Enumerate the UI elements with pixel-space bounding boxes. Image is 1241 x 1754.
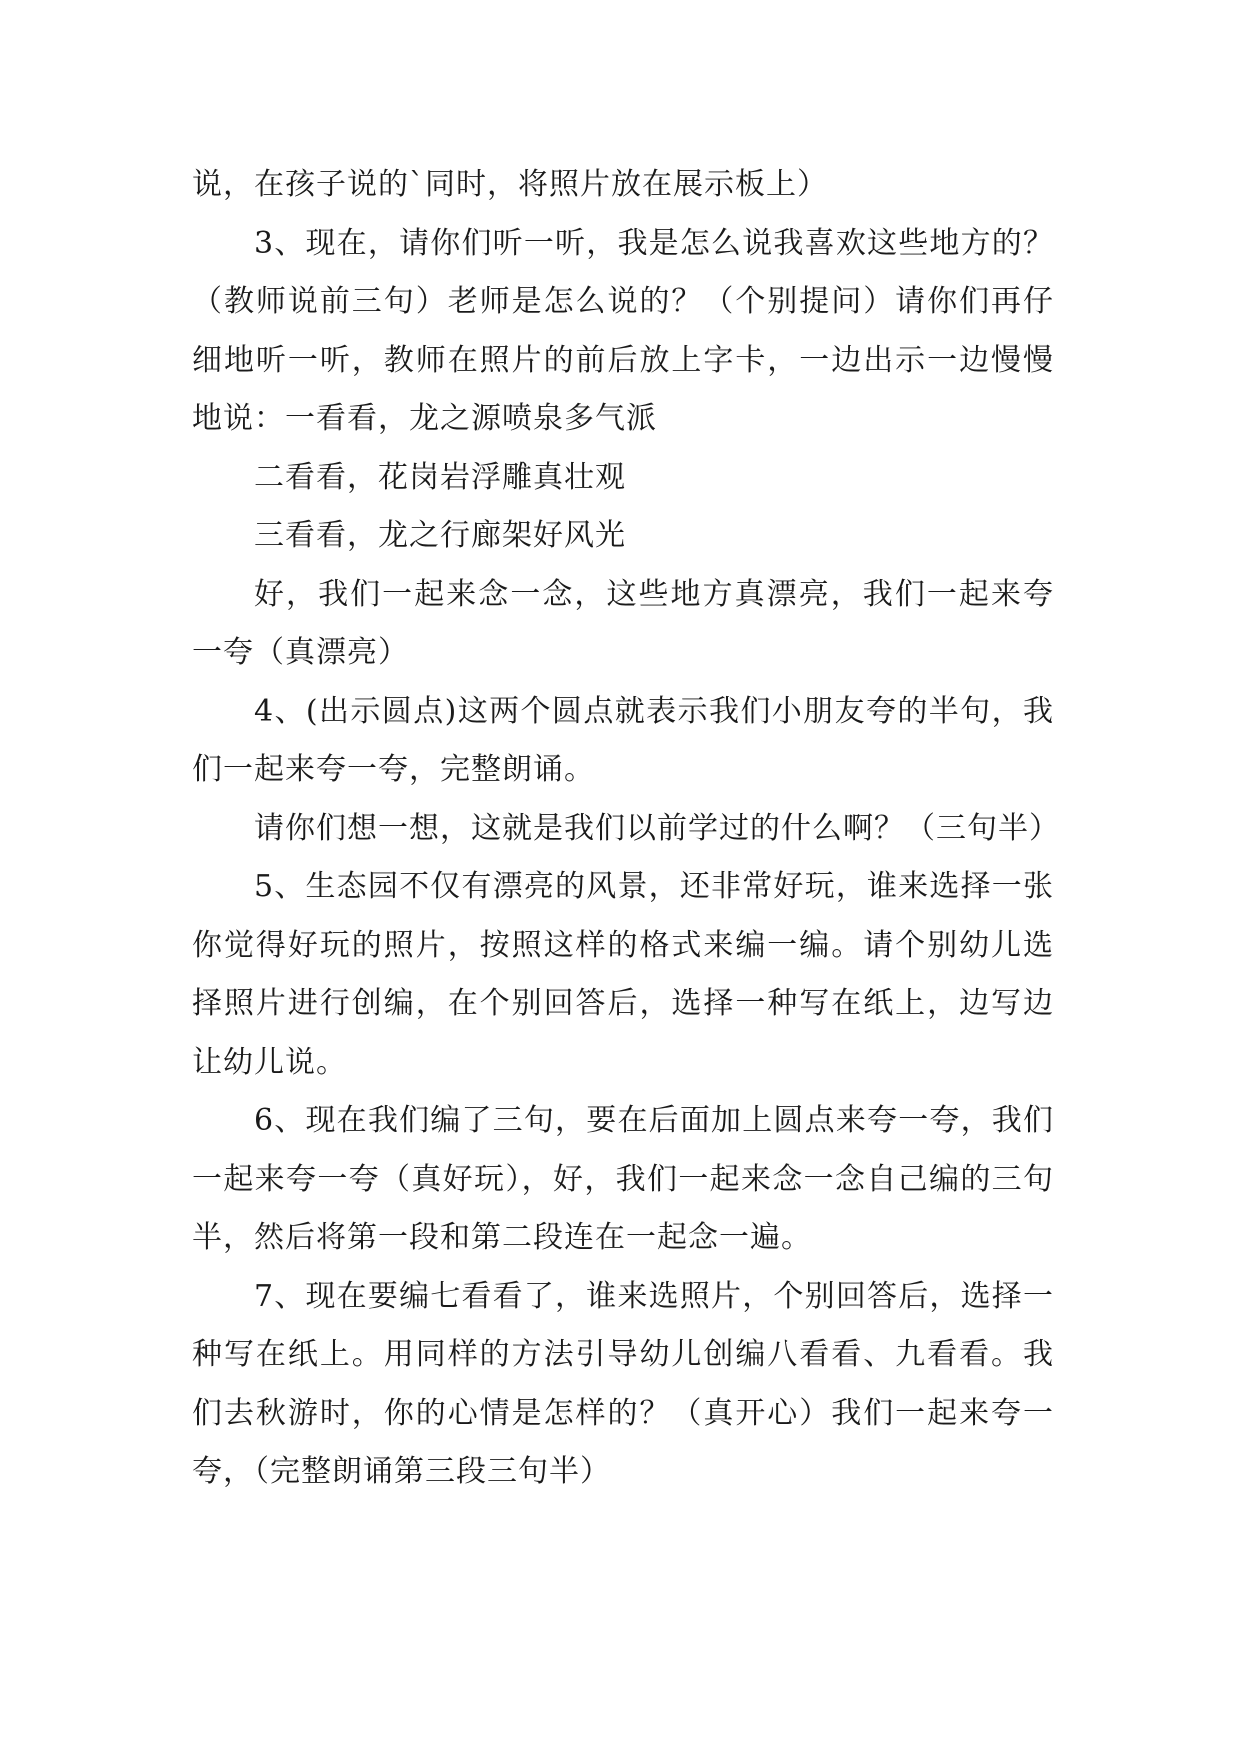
paragraph-9: 6、现在我们编了三句，要在后面加上圆点来夸一夸，我们一起来夸一夸（真好玩），好，我们一起来念一念自己编的三句半，然后将第一段和第二段连在一起念一遍。 (192, 1103, 1054, 1255)
paragraph-8: 5、生态园不仅有漂亮的风景，还非常好玩，谁来选择一张你觉得好玩的照片，按照这样的格式来编一编。请个别幼儿选择照片进行创编，在个别回答后，选择一种写在纸上，边写边让幼儿说。 (192, 869, 1054, 1080)
paragraph-4: 三看看，龙之行廊架好风光 (254, 518, 626, 553)
paragraph-10: 7、现在要编七看看了，谁来选照片，个别回答后，选择一种写在纸上。用同样的方法引导幼儿创编八看看、九看看。我们去秋游时，你的心情是怎样的？（真开心）我们一起来夸一夸，（完整朗诵第三段三句半） (192, 1278, 1054, 1489)
paragraph-5: 好，我们一起来念一念，这些地方真漂亮，我们一起来夸一夸（真漂亮） (192, 576, 1054, 670)
paragraph-3: 二看看，花岗岩浮雕真壮观 (254, 459, 626, 495)
paragraph-7: 请你们想一想，这就是我们以前学过的什么啊？（三句半） (254, 810, 1060, 846)
paragraph-2: 3、现在，请你们听一听，我是怎么说我喜欢这些地方的？（教师说前三句）老师是怎么说的？（个别提问）请你们再仔细地听一听，教师在照片的前后放上字卡，一边出示一边慢慢地说：一看看，龙之源喷泉多气派 (192, 225, 1054, 436)
paragraph-6: 4、(出示圆点)这两个圆点就表示我们小朋友夸的半句，我们一起来夸一夸，完整朗诵。 (192, 693, 1054, 787)
paragraph-1: 说，在孩子说的`同时，将照片放在展示板上） (192, 167, 828, 202)
document-body (192, 156, 1060, 1502)
